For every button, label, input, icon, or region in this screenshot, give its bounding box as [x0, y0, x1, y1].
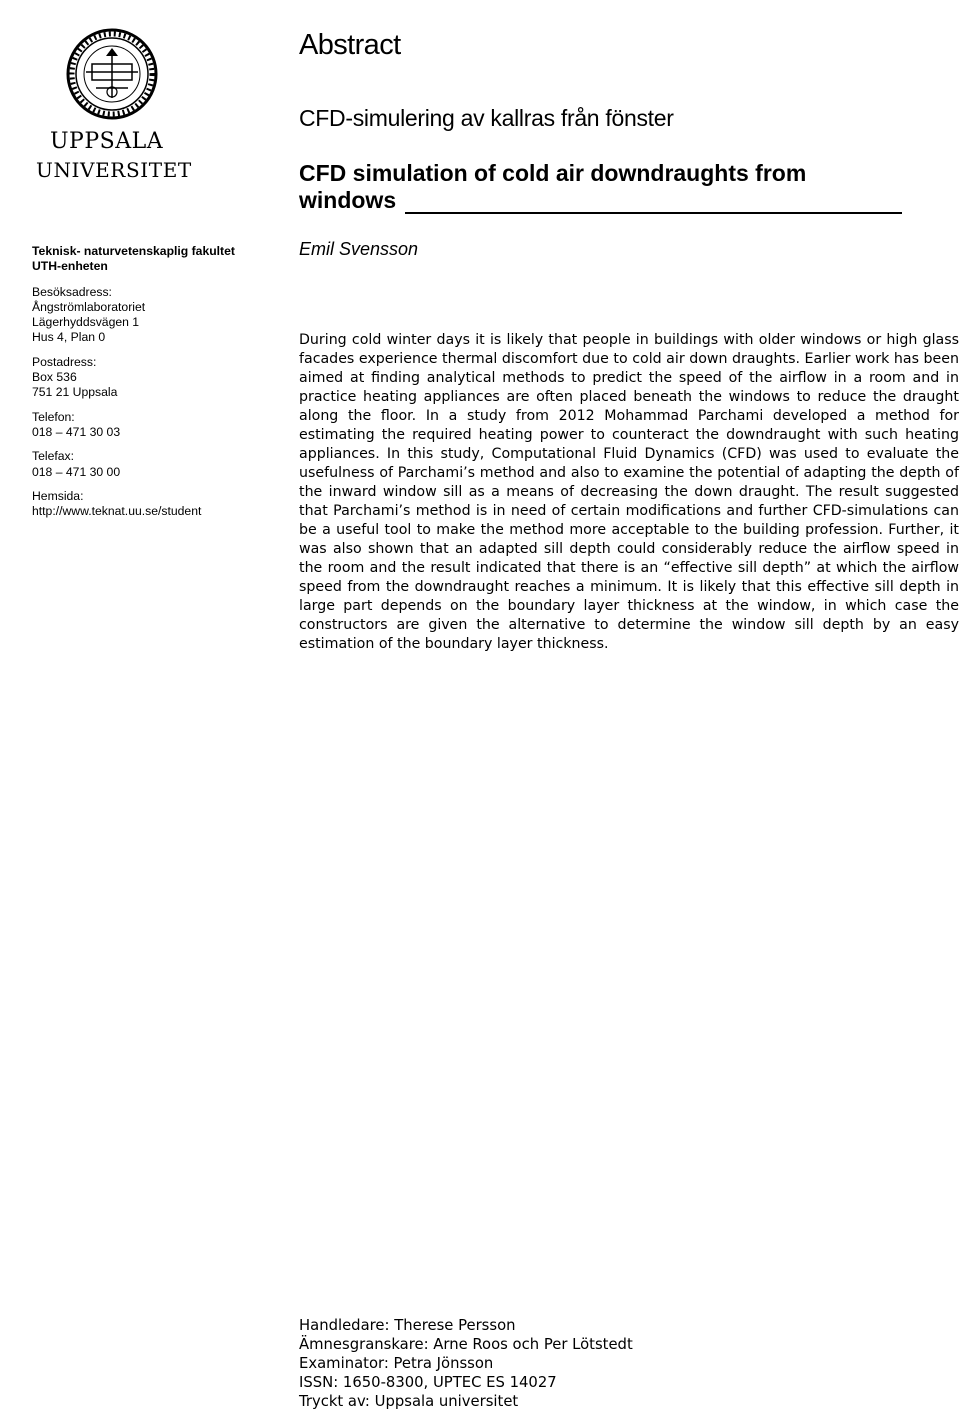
- postal-label: Postadress:: [32, 354, 97, 369]
- phone-value: 018 – 471 30 03: [32, 424, 121, 439]
- page-title: Abstract: [299, 29, 401, 61]
- phone: [32, 410, 262, 441]
- university-seal-icon: [66, 28, 158, 120]
- logo-text-universitet: UNIVERSITET: [36, 158, 192, 182]
- english-title: CFD simulation of cold air downdraughts from windows: [299, 160, 807, 213]
- title-underline: [405, 212, 902, 214]
- fax-value: 018 – 471 30 00: [32, 464, 121, 479]
- examiner: Examinator: Petra Jönsson: [299, 1355, 494, 1372]
- contact-info: [32, 244, 262, 528]
- abstract-text: During cold winter days it is likely that people in buildings with older windows or high glass facades experience thermal discomfort due to cold air down draughts. Earlier work has been aimed at finding analytical methods to predict the speed of the airflow in a room and in practice heating appliances are often placed beneath the windows to reduce the draught along the floor. In a study from 2012 Mohammad Parchami developed a method for estimating the required heating power to counteract the downdraught with such heating appliances. In this study, Computational Fluid Dynamics (CFD) was used to evaluate the usefulness of Parchami’s method and also to examine the potential of adapting the depth of the inward window sill as a means of decreasing the down draught. The result suggested that Parchami’s method is in need of certain modifications and further CFD-simulations can be a useful tool to make the method more acceptable to the building profession. Further, it was also shown that an adapted sill depth could considerably reduce the airflow speed in the room and the result indicated that there is an “effective sill depth” at which the airflow speed from the downdraught reaches a minimum. It is likely that this effective sill depth in large part depends on the boundary layer thickness at the window, in which case the constructors are given the alternative to determine the window sill depth by an easy estimation of the boundary layer thickness.: [299, 332, 959, 652]
- phone-label: Telefon:: [32, 409, 75, 424]
- postal-line: 751 21 Uppsala: [32, 385, 118, 400]
- issn: ISSN: 1650-8300, UPTEC ES 14027: [299, 1374, 557, 1391]
- visit-address: [32, 285, 262, 346]
- author-name: Emil Svensson: [299, 239, 419, 259]
- printer: Tryckt av: Uppsala universitet: [299, 1393, 519, 1410]
- fax: [32, 449, 262, 480]
- visit-line: Lägerhyddsvägen 1: [32, 315, 140, 330]
- postal-address: [32, 355, 262, 401]
- reviewer: Ämnesgranskare: Arne Roos och Per Lötstedt: [299, 1336, 633, 1353]
- postal-line: Box 536: [32, 370, 77, 385]
- unit-line: UTH-enheten: [32, 259, 108, 274]
- visit-line: Hus 4, Plan 0: [32, 330, 106, 345]
- website-link[interactable]: http://www.teknat.uu.se/student: [32, 504, 202, 519]
- faculty-line: Teknisk- naturvetenskaplig fakultet: [32, 244, 235, 258]
- visit-line: Ångströmlaboratoriet: [32, 299, 146, 314]
- website: [32, 489, 262, 520]
- supervisor: Handledare: Therese Persson: [299, 1317, 516, 1334]
- swedish-title: CFD-simulering av kallras från fönster: [299, 105, 674, 131]
- website-label: Hemsida:: [32, 488, 84, 503]
- visit-label: Besöksadress:: [32, 284, 112, 299]
- fax-label: Telefax:: [32, 449, 75, 464]
- faculty-name: [32, 244, 262, 275]
- logo-text-uppsala: UPPSALA: [50, 129, 164, 154]
- thesis-credits: [299, 1316, 959, 1411]
